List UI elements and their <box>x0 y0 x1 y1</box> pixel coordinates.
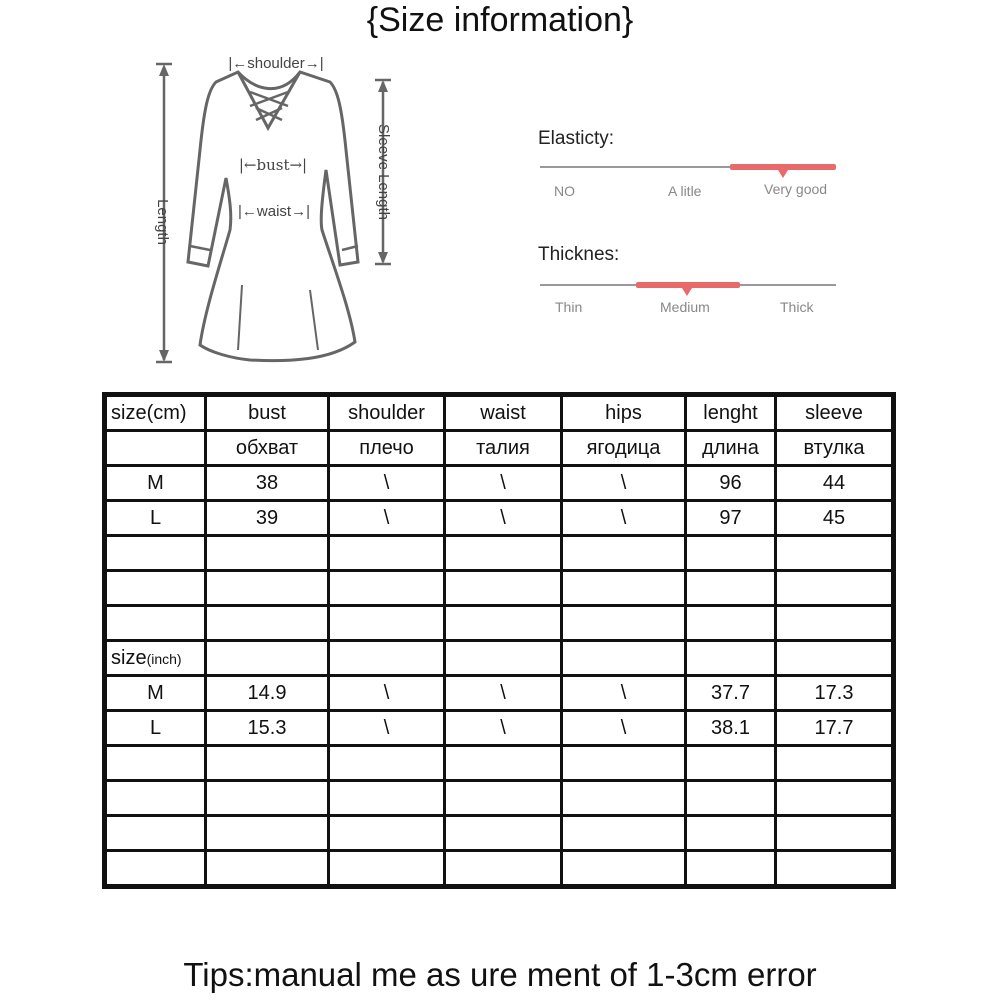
column-header-waist: waist <box>445 395 562 431</box>
table-cell <box>105 851 206 887</box>
thickness-marker <box>682 288 692 296</box>
table-cell <box>562 816 686 851</box>
table-cell: 44 <box>776 466 894 501</box>
table-cell: \ <box>562 466 686 501</box>
table-cell <box>445 536 562 571</box>
table-cell <box>329 536 445 571</box>
column-header-ru: длина <box>686 431 776 466</box>
thickness-option-medium: Medium <box>660 299 710 315</box>
table-cell: 17.3 <box>776 676 894 711</box>
table-cell: 45 <box>776 501 894 536</box>
table-row <box>105 781 894 816</box>
bust-label: |←bust→| <box>238 156 308 174</box>
table-cell: 38 <box>206 466 329 501</box>
table-cell <box>445 746 562 781</box>
waist-label: |←waist→| <box>238 203 310 220</box>
table-cell: 37.7 <box>686 676 776 711</box>
dress-diagram <box>150 50 410 370</box>
table-row <box>105 711 894 746</box>
table-cell <box>206 816 329 851</box>
shoulder-label: |←shoulder→| <box>228 55 324 72</box>
table-cell <box>206 851 329 887</box>
table-cell <box>562 641 686 676</box>
table-row <box>105 606 894 641</box>
table-cell <box>206 571 329 606</box>
table-cell: 39 <box>206 501 329 536</box>
size-table <box>102 392 896 889</box>
table-cell <box>206 641 329 676</box>
table-cell <box>776 606 894 641</box>
column-header-shoulder: shoulder <box>329 395 445 431</box>
table-cell <box>445 781 562 816</box>
table-row <box>105 501 894 536</box>
table-cell <box>445 851 562 887</box>
table-cell <box>329 571 445 606</box>
table-cell <box>206 536 329 571</box>
table-cell <box>562 571 686 606</box>
table-header-row-ru <box>105 431 894 466</box>
table-cell: M <box>105 466 206 501</box>
table-cell <box>206 606 329 641</box>
table-cell <box>105 431 206 466</box>
table-cell <box>562 781 686 816</box>
table-cell <box>776 816 894 851</box>
table-cell <box>686 571 776 606</box>
table-cell <box>329 746 445 781</box>
table-cell: \ <box>562 676 686 711</box>
table-cell: 17.7 <box>776 711 894 746</box>
page-title: {Size information} <box>366 1 634 39</box>
table-cell <box>105 571 206 606</box>
table-cell: L <box>105 501 206 536</box>
table-cell: \ <box>445 711 562 746</box>
elasticity-marker <box>778 170 788 178</box>
table-cell: \ <box>329 676 445 711</box>
table-cell <box>776 781 894 816</box>
table-cell: 97 <box>686 501 776 536</box>
table-cell <box>105 816 206 851</box>
column-header-hips: hips <box>562 395 686 431</box>
table-cell: \ <box>562 501 686 536</box>
table-cell <box>686 816 776 851</box>
size-cm-header: size(cm) <box>105 395 206 431</box>
table-cell <box>445 641 562 676</box>
column-header-ru: ягодица <box>562 431 686 466</box>
table-cell <box>105 781 206 816</box>
table-row <box>105 466 894 501</box>
table-cell <box>686 781 776 816</box>
table-row <box>105 536 894 571</box>
table-cell <box>105 536 206 571</box>
table-header-row-inch <box>105 641 894 676</box>
table-cell <box>105 746 206 781</box>
table-cell <box>445 571 562 606</box>
column-header-sleeve: sleeve <box>776 395 894 431</box>
thickness-scale <box>538 244 838 324</box>
table-cell <box>329 851 445 887</box>
table-row <box>105 676 894 711</box>
table-cell <box>562 746 686 781</box>
table-cell <box>445 816 562 851</box>
table-cell <box>562 536 686 571</box>
table-cell <box>206 781 329 816</box>
table-cell: \ <box>445 466 562 501</box>
table-row <box>105 816 894 851</box>
column-header-ru: плечо <box>329 431 445 466</box>
table-cell: 96 <box>686 466 776 501</box>
table-cell <box>776 641 894 676</box>
table-cell <box>776 746 894 781</box>
column-header-bust: bust <box>206 395 329 431</box>
column-header-ru: втулка <box>776 431 894 466</box>
table-cell: 14.9 <box>206 676 329 711</box>
column-header-ru: обхват <box>206 431 329 466</box>
table-cell <box>776 571 894 606</box>
table-cell: \ <box>445 501 562 536</box>
table-cell <box>686 851 776 887</box>
table-cell <box>105 606 206 641</box>
size-inch-header-unit: (inch) <box>146 650 182 667</box>
thickness-option-thick: Thick <box>780 299 814 315</box>
table-cell: \ <box>562 711 686 746</box>
elasticity-label: Elasticty: <box>538 128 615 149</box>
table-cell: \ <box>329 466 445 501</box>
elasticity-option-very-good: Very good <box>764 181 828 197</box>
table-cell: 15.3 <box>206 711 329 746</box>
table-row <box>105 851 894 887</box>
thickness-option-thin: Thin <box>555 299 583 315</box>
size-inch-header <box>105 641 206 676</box>
elasticity-option-no: NO <box>554 183 575 199</box>
table-cell <box>686 641 776 676</box>
table-cell: L <box>105 711 206 746</box>
table-cell <box>329 606 445 641</box>
size-inch-header-main: size <box>111 646 147 669</box>
table-cell: \ <box>329 501 445 536</box>
elasticity-scale <box>538 128 838 208</box>
table-cell <box>562 606 686 641</box>
length-label: Length <box>154 199 171 245</box>
table-cell <box>686 746 776 781</box>
table-cell <box>329 641 445 676</box>
column-header-ru: талия <box>445 431 562 466</box>
table-cell: M <box>105 676 206 711</box>
table-cell <box>686 536 776 571</box>
skirt-folds <box>238 285 318 350</box>
table-cell <box>329 781 445 816</box>
table-cell <box>562 851 686 887</box>
table-cell <box>686 606 776 641</box>
table-cell <box>445 606 562 641</box>
thickness-label: Thicknes: <box>538 244 620 265</box>
tips-text: Tips:manual me as ure ment of 1-3cm error <box>183 956 817 993</box>
cuff-lines <box>190 246 358 250</box>
table-cell <box>206 746 329 781</box>
table-header-row <box>105 395 894 431</box>
table-row <box>105 746 894 781</box>
table-cell: \ <box>445 676 562 711</box>
sleeve-length-label: Sleeve Length <box>375 124 392 220</box>
column-header-length: lenght <box>686 395 776 431</box>
table-cell <box>329 816 445 851</box>
table-cell: 38.1 <box>686 711 776 746</box>
table-cell <box>776 536 894 571</box>
table-cell <box>776 851 894 887</box>
table-row <box>105 571 894 606</box>
table-cell: \ <box>329 711 445 746</box>
elasticity-option-a-litle: A litle <box>668 183 702 199</box>
